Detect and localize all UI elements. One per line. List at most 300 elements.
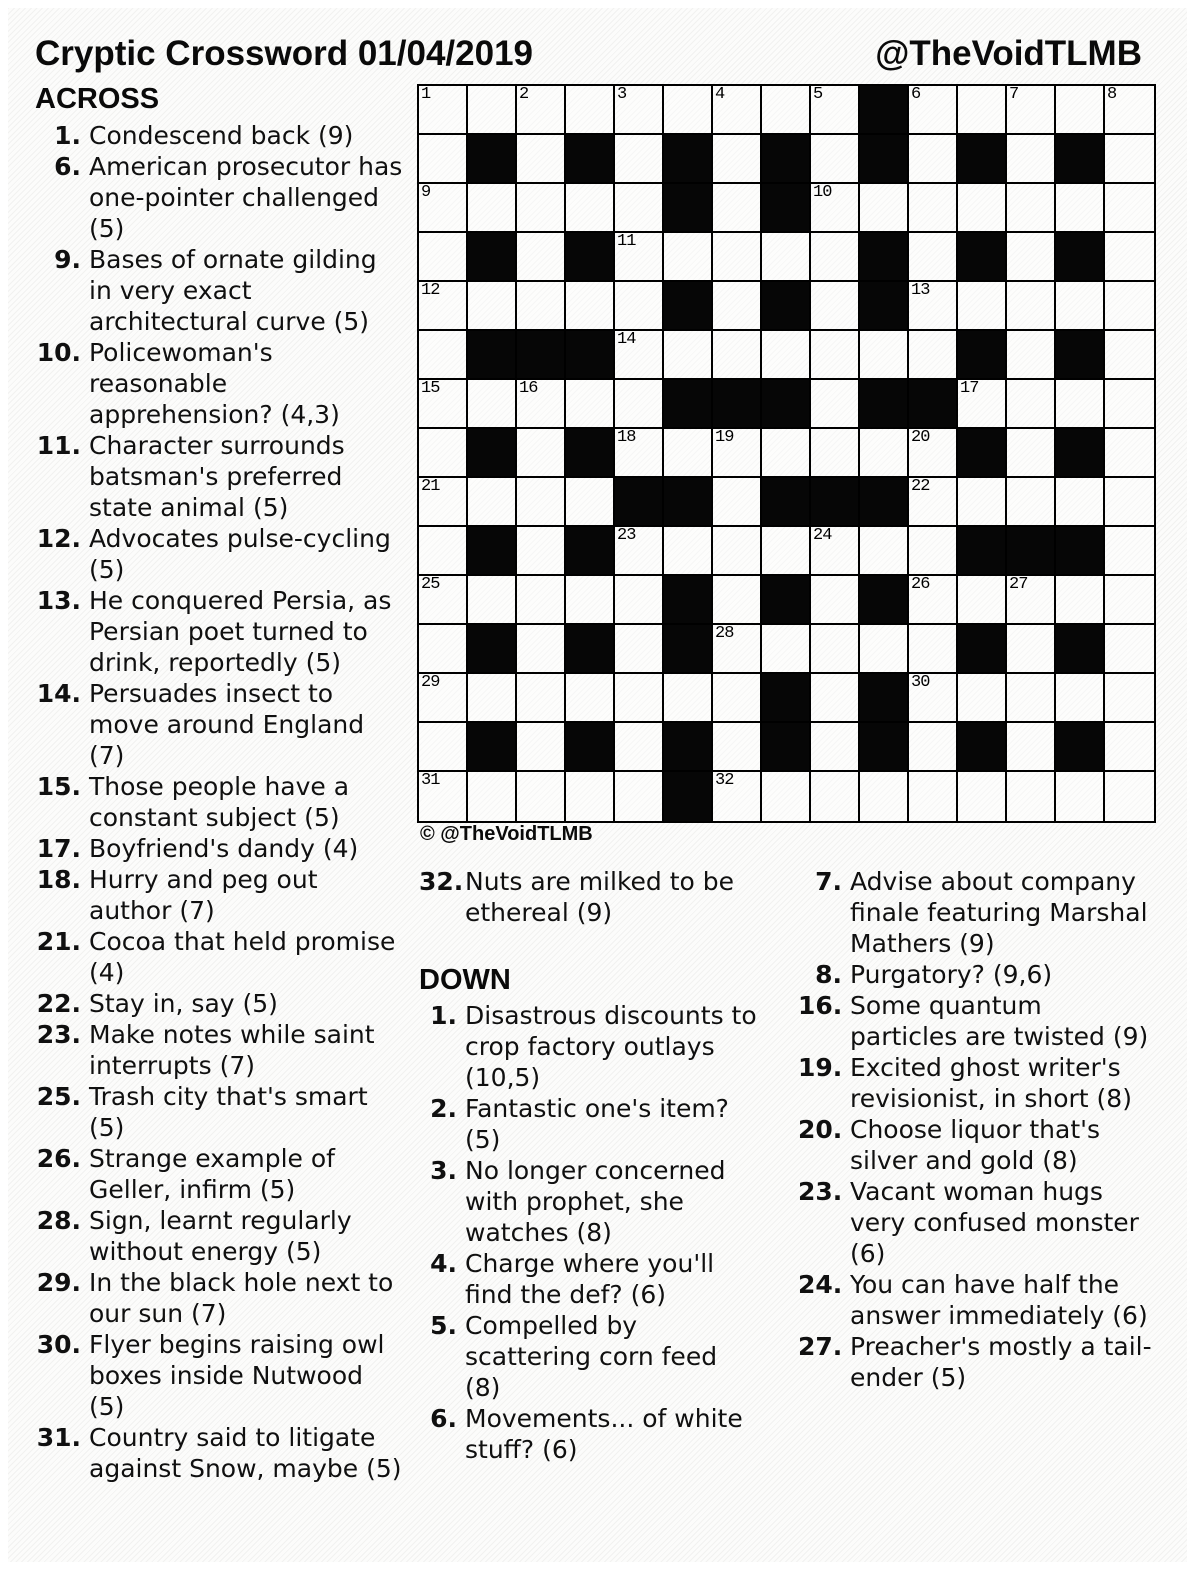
grid-cell[interactable] [419, 478, 468, 527]
grid-cell-number: 4 [715, 85, 725, 104]
grid-cell[interactable] [1007, 576, 1056, 625]
grid-cell[interactable] [1007, 772, 1056, 821]
grid-cell-black [958, 135, 1007, 184]
clue-number: 25. [36, 1082, 81, 1111]
grid-cell[interactable] [615, 772, 664, 821]
grid-cell[interactable] [1007, 723, 1056, 772]
grid-cell[interactable] [713, 429, 762, 478]
clue-across-15 [35, 771, 407, 833]
grid-cell-black [713, 380, 762, 429]
grid-cell[interactable] [566, 674, 615, 723]
clue-text: Preacher's mostly a tail-ender (5) [850, 1332, 1152, 1392]
grid-cell[interactable] [1105, 282, 1154, 331]
grid-cell-number: 26 [911, 575, 930, 594]
down-clue-list [419, 1000, 761, 1465]
grid-cell[interactable] [1105, 135, 1154, 184]
clue-number: 4. [430, 1249, 457, 1278]
grid-cell[interactable] [419, 331, 468, 380]
grid-cell[interactable] [615, 135, 664, 184]
grid-cell[interactable] [811, 282, 860, 331]
clue-number: 27. [798, 1332, 843, 1361]
grid-cell[interactable] [615, 625, 664, 674]
grid-cell-black [762, 184, 811, 233]
grid-cell[interactable] [517, 723, 566, 772]
grid-cell[interactable] [1007, 282, 1056, 331]
grid-cell[interactable] [713, 527, 762, 576]
clue-down-19 [798, 1052, 1162, 1114]
grid-cell-number: 29 [421, 673, 440, 692]
grid-cell[interactable] [713, 86, 762, 135]
grid-cell[interactable] [517, 527, 566, 576]
grid-cell-number: 3 [617, 85, 627, 104]
grid-cell-number: 14 [617, 330, 636, 349]
clue-across-29 [35, 1267, 407, 1329]
clue-text: Compelled by scattering corn feed (8) [465, 1311, 718, 1402]
grid-cell[interactable] [1007, 674, 1056, 723]
grid-cell-number: 15 [421, 379, 440, 398]
clue-across-6 [35, 151, 407, 244]
grid-cell[interactable] [762, 527, 811, 576]
grid-cell[interactable] [909, 625, 958, 674]
grid-cell-black [958, 723, 1007, 772]
clue-number: 7. [815, 867, 842, 896]
grid-cell[interactable] [909, 576, 958, 625]
grid-cell[interactable] [958, 576, 1007, 625]
clue-down-4 [419, 1248, 761, 1310]
clue-across-13 [35, 585, 407, 678]
grid-cell[interactable] [419, 184, 468, 233]
grid-cell-black [860, 674, 909, 723]
grid-cell[interactable] [811, 576, 860, 625]
grid-cell[interactable] [517, 282, 566, 331]
clue-text: Cocoa that held promise (4) [89, 927, 396, 987]
grid-cell-black [860, 233, 909, 282]
clue-number: 21. [36, 927, 81, 956]
grid-cell-black [1056, 135, 1105, 184]
grid-cell[interactable] [811, 135, 860, 184]
grid-cell[interactable] [419, 674, 468, 723]
clue-text: Country said to litigate against Snow, maybe (5) [89, 1423, 402, 1483]
grid-cell-black [1056, 723, 1105, 772]
grid-cell-number: 18 [617, 428, 636, 447]
grid-cell[interactable] [762, 331, 811, 380]
grid-cell-number: 22 [911, 477, 930, 496]
grid-cell[interactable] [615, 429, 664, 478]
clue-across-12 [35, 523, 407, 585]
grid-cell-number: 16 [519, 379, 538, 398]
grid-cell[interactable] [958, 86, 1007, 135]
grid-cell[interactable] [1056, 674, 1105, 723]
clue-across-21 [35, 926, 407, 988]
grid-cell[interactable] [860, 331, 909, 380]
grid-cell-black [468, 527, 517, 576]
grid-cell[interactable] [958, 282, 1007, 331]
grid-cell[interactable] [1007, 86, 1056, 135]
grid-cell-number: 12 [421, 281, 440, 300]
clue-text: Some quantum particles are twisted (9) [850, 991, 1149, 1051]
grid-cell[interactable] [909, 429, 958, 478]
grid-cell[interactable] [1007, 184, 1056, 233]
clue-text: Purgatory? (9,6) [850, 960, 1053, 989]
grid-cell-black [958, 233, 1007, 282]
grid-cell-black [958, 331, 1007, 380]
clue-number: 20. [798, 1115, 843, 1144]
grid-cell[interactable] [1105, 184, 1154, 233]
grid-cell[interactable] [909, 86, 958, 135]
clue-text: Strange example of Geller, infirm (5) [89, 1144, 335, 1204]
across-heading: ACROSS [35, 83, 160, 115]
clue-number: 19. [798, 1053, 843, 1082]
grid-cell-black [762, 674, 811, 723]
grid-cell[interactable] [1105, 478, 1154, 527]
grid-cell[interactable] [419, 135, 468, 184]
grid-cell[interactable] [1105, 674, 1154, 723]
clue-number: 16. [798, 991, 843, 1020]
grid-cell[interactable] [762, 86, 811, 135]
grid-cell-number: 21 [421, 477, 440, 496]
grid-cell[interactable] [909, 282, 958, 331]
clue-number: 17. [36, 834, 81, 863]
grid-cell[interactable] [1007, 331, 1056, 380]
grid-cell[interactable] [517, 429, 566, 478]
grid-cell[interactable] [517, 86, 566, 135]
clue-number: 11. [36, 431, 81, 460]
grid-cell[interactable] [517, 233, 566, 282]
grid-cell[interactable] [566, 478, 615, 527]
grid-cell[interactable] [517, 478, 566, 527]
author-handle: @TheVoidTLMB [875, 34, 1142, 73]
grid-cell-black [958, 527, 1007, 576]
grid-cell[interactable] [958, 380, 1007, 429]
grid-cell[interactable] [811, 233, 860, 282]
clue-number: 28. [36, 1206, 81, 1235]
grid-cell-black [664, 184, 713, 233]
grid-cell[interactable] [1007, 233, 1056, 282]
down-heading: DOWN [419, 964, 511, 996]
clue-text: Flyer begins raising owl boxes inside Nutwood (5) [89, 1330, 385, 1421]
clue-text: Movements... of white stuff? (6) [465, 1404, 743, 1464]
grid-cell-black [468, 429, 517, 478]
grid-cell-number: 19 [715, 428, 734, 447]
clue-text: Disastrous discounts to crop factory outlays (10,5) [465, 1001, 757, 1092]
grid-cell[interactable] [860, 527, 909, 576]
clue-number: 18. [36, 865, 81, 894]
clue-text: Excited ghost writer's revisionist, in short (8) [850, 1053, 1132, 1113]
grid-cell[interactable] [517, 380, 566, 429]
grid-cell[interactable] [909, 233, 958, 282]
grid-cell[interactable] [811, 331, 860, 380]
clue-down-1 [419, 1000, 761, 1093]
grid-cell[interactable] [419, 772, 468, 821]
grid-cell-number: 10 [813, 183, 832, 202]
grid-cell[interactable] [419, 380, 468, 429]
grid-cell[interactable] [713, 282, 762, 331]
grid-cell[interactable] [1105, 380, 1154, 429]
grid-cell[interactable] [762, 233, 811, 282]
grid-cell-black [664, 380, 713, 429]
grid-cell[interactable] [958, 674, 1007, 723]
grid-cell-black [468, 233, 517, 282]
grid-cell-black [762, 282, 811, 331]
grid-cell-number: 27 [1009, 575, 1028, 594]
grid-cell[interactable] [615, 527, 664, 576]
clue-across-30 [35, 1329, 407, 1422]
grid-cell-black [860, 282, 909, 331]
grid-cell[interactable] [419, 282, 468, 331]
grid-cell-black [664, 478, 713, 527]
grid-cell[interactable] [468, 282, 517, 331]
grid-cell[interactable] [909, 184, 958, 233]
grid-cell[interactable] [517, 184, 566, 233]
grid-cell-black [468, 135, 517, 184]
grid-cell[interactable] [517, 674, 566, 723]
grid-cell[interactable] [713, 625, 762, 674]
clue-across-32 [419, 866, 761, 928]
grid-cell[interactable] [664, 674, 713, 723]
grid-cell-black [1056, 527, 1105, 576]
grid-cell[interactable] [713, 674, 762, 723]
grid-cell[interactable] [468, 772, 517, 821]
grid-cell[interactable] [419, 527, 468, 576]
grid-cell[interactable] [713, 478, 762, 527]
grid-cell[interactable] [664, 86, 713, 135]
grid-cell[interactable] [1105, 86, 1154, 135]
grid-cell[interactable] [615, 282, 664, 331]
grid-cell[interactable] [909, 723, 958, 772]
grid-cell[interactable] [811, 674, 860, 723]
grid-cell[interactable] [762, 625, 811, 674]
grid-cell[interactable] [566, 772, 615, 821]
across-continued-list [419, 866, 761, 928]
grid-cell[interactable] [811, 772, 860, 821]
clue-text: Those people have a constant subject (5) [89, 772, 350, 832]
grid-cell-number: 13 [911, 281, 930, 300]
grid-cell[interactable] [664, 331, 713, 380]
clue-text: Hurry and peg out author (7) [89, 865, 318, 925]
clue-text: Advocates pulse-cycling (5) [89, 524, 391, 584]
clue-number: 22. [36, 989, 81, 1018]
grid-cell[interactable] [468, 478, 517, 527]
grid-cell[interactable] [1105, 723, 1154, 772]
clue-text: Character surrounds batsman's preferred state animal (5) [89, 431, 345, 522]
grid-cell[interactable] [909, 772, 958, 821]
grid-cell-black [664, 282, 713, 331]
grid-cell[interactable] [1056, 772, 1105, 821]
grid-cell[interactable] [811, 429, 860, 478]
grid-cell[interactable] [860, 772, 909, 821]
grid-cell[interactable] [1007, 478, 1056, 527]
grid-cell[interactable] [1056, 380, 1105, 429]
clue-text: Choose liquor that's silver and gold (8) [850, 1115, 1101, 1175]
grid-cell[interactable] [909, 331, 958, 380]
grid-cell-black [1056, 625, 1105, 674]
grid-cell[interactable] [615, 723, 664, 772]
grid-cell[interactable] [419, 576, 468, 625]
grid-cell[interactable] [419, 86, 468, 135]
clue-number: 32. [419, 867, 464, 896]
grid-cell[interactable] [615, 233, 664, 282]
grid-cell[interactable] [811, 625, 860, 674]
grid-cell-black [664, 772, 713, 821]
grid-cell[interactable] [664, 527, 713, 576]
grid-cell[interactable] [1007, 625, 1056, 674]
grid-cell[interactable] [811, 380, 860, 429]
grid-cell-black [909, 380, 958, 429]
clue-text: Advise about company finale featuring Marshal Mathers (9) [850, 867, 1148, 958]
clue-down-16 [798, 990, 1162, 1052]
grid-cell[interactable] [1105, 429, 1154, 478]
grid-cell[interactable] [615, 576, 664, 625]
grid-cell-black [762, 576, 811, 625]
grid-cell[interactable] [517, 135, 566, 184]
grid-cell-black [566, 331, 615, 380]
clue-across-14 [35, 678, 407, 771]
clue-number: 1. [54, 121, 81, 150]
grid-cell[interactable] [860, 429, 909, 478]
grid-cell-black [958, 625, 1007, 674]
grid-cell[interactable] [713, 772, 762, 821]
clue-across-17 [35, 833, 407, 864]
grid-cell[interactable] [811, 723, 860, 772]
grid-cell-number: 5 [813, 85, 823, 104]
grid-cell[interactable] [811, 527, 860, 576]
grid-cell[interactable] [468, 674, 517, 723]
clue-number: 9. [54, 245, 81, 274]
middle-clues-column [419, 866, 761, 1465]
grid-cell[interactable] [811, 86, 860, 135]
grid-cell[interactable] [566, 86, 615, 135]
clue-across-31 [35, 1422, 407, 1484]
grid-cell[interactable] [615, 380, 664, 429]
clue-number: 8. [815, 960, 842, 989]
grid-cell-black [517, 331, 566, 380]
copyright-note: © @TheVoidTLMB [420, 823, 593, 845]
clue-across-9 [35, 244, 407, 337]
grid-cell-black [566, 527, 615, 576]
grid-cell[interactable] [713, 135, 762, 184]
grid-cell-number: 1 [421, 85, 431, 104]
grid-cell[interactable] [419, 233, 468, 282]
grid-cell[interactable] [1056, 282, 1105, 331]
grid-cell[interactable] [1105, 233, 1154, 282]
grid-cell[interactable] [566, 380, 615, 429]
grid-cell[interactable] [566, 282, 615, 331]
grid-cell[interactable] [517, 576, 566, 625]
grid-cell[interactable] [1105, 576, 1154, 625]
grid-cell[interactable] [1056, 184, 1105, 233]
grid-cell[interactable] [713, 184, 762, 233]
grid-cell-black [860, 478, 909, 527]
grid-cell[interactable] [468, 86, 517, 135]
grid-cell[interactable] [860, 184, 909, 233]
grid-cell[interactable] [713, 233, 762, 282]
grid-cell[interactable] [468, 184, 517, 233]
grid-cell[interactable] [909, 527, 958, 576]
grid-cell[interactable] [713, 576, 762, 625]
grid-cell[interactable] [517, 772, 566, 821]
grid-cell[interactable] [762, 772, 811, 821]
grid-cell[interactable] [566, 576, 615, 625]
grid-cell[interactable] [958, 478, 1007, 527]
clue-number: 13. [36, 586, 81, 615]
grid-cell-black [860, 135, 909, 184]
grid-cell[interactable] [615, 86, 664, 135]
grid-cell-black [566, 135, 615, 184]
grid-cell[interactable] [909, 135, 958, 184]
grid-cell[interactable] [762, 429, 811, 478]
clue-text: Bases of ornate gilding in very exact architectural curve (5) [89, 245, 377, 336]
grid-cell[interactable] [468, 380, 517, 429]
clue-down-8 [798, 959, 1162, 990]
grid-cell[interactable] [566, 184, 615, 233]
clue-number: 23. [36, 1020, 81, 1049]
clue-down-20 [798, 1114, 1162, 1176]
grid-cell-black [566, 233, 615, 282]
grid-cell[interactable] [1056, 478, 1105, 527]
grid-cell-black [860, 723, 909, 772]
grid-cell-black [811, 478, 860, 527]
grid-cell[interactable] [1105, 625, 1154, 674]
grid-cell[interactable] [517, 625, 566, 674]
grid-cell-black [762, 478, 811, 527]
clue-across-22 [35, 988, 407, 1019]
clue-text: You can have half the answer immediately (6) [850, 1270, 1148, 1330]
clue-across-11 [35, 430, 407, 523]
grid-cell[interactable] [860, 625, 909, 674]
grid-cell[interactable] [1007, 429, 1056, 478]
grid-cell[interactable] [811, 184, 860, 233]
grid-cell-black [468, 723, 517, 772]
clue-across-23 [35, 1019, 407, 1081]
grid-cell[interactable] [419, 429, 468, 478]
grid-cell[interactable] [713, 723, 762, 772]
clue-number: 12. [36, 524, 81, 553]
grid-cell[interactable] [615, 331, 664, 380]
grid-cell[interactable] [1056, 576, 1105, 625]
grid-cell[interactable] [1007, 135, 1056, 184]
grid-cell[interactable] [1007, 380, 1056, 429]
grid-cell[interactable] [419, 723, 468, 772]
grid-cell[interactable] [664, 233, 713, 282]
grid-cell[interactable] [909, 478, 958, 527]
grid-cell-black [762, 723, 811, 772]
grid-cell-black [664, 723, 713, 772]
grid-cell[interactable] [1105, 772, 1154, 821]
grid-cell[interactable] [958, 184, 1007, 233]
grid-cell[interactable] [909, 674, 958, 723]
grid-cell-number: 30 [911, 673, 930, 692]
grid-cell[interactable] [615, 184, 664, 233]
grid-cell[interactable] [468, 576, 517, 625]
grid-cell-number: 20 [911, 428, 930, 447]
clue-number: 15. [36, 772, 81, 801]
clue-across-10 [35, 337, 407, 430]
grid-cell[interactable] [958, 772, 1007, 821]
page-title: Cryptic Crossword 01/04/2019 [35, 34, 534, 73]
grid-cell[interactable] [1105, 527, 1154, 576]
grid-cell[interactable] [615, 674, 664, 723]
grid-cell[interactable] [713, 331, 762, 380]
grid-cell[interactable] [664, 429, 713, 478]
grid-cell[interactable] [419, 625, 468, 674]
clue-number: 24. [798, 1270, 843, 1299]
grid-cell-number: 8 [1107, 85, 1117, 104]
grid-cell[interactable] [1105, 331, 1154, 380]
grid-cell-black [860, 576, 909, 625]
grid-cell-black [860, 380, 909, 429]
across-clue-list [35, 120, 407, 1484]
grid-cell[interactable] [1056, 86, 1105, 135]
